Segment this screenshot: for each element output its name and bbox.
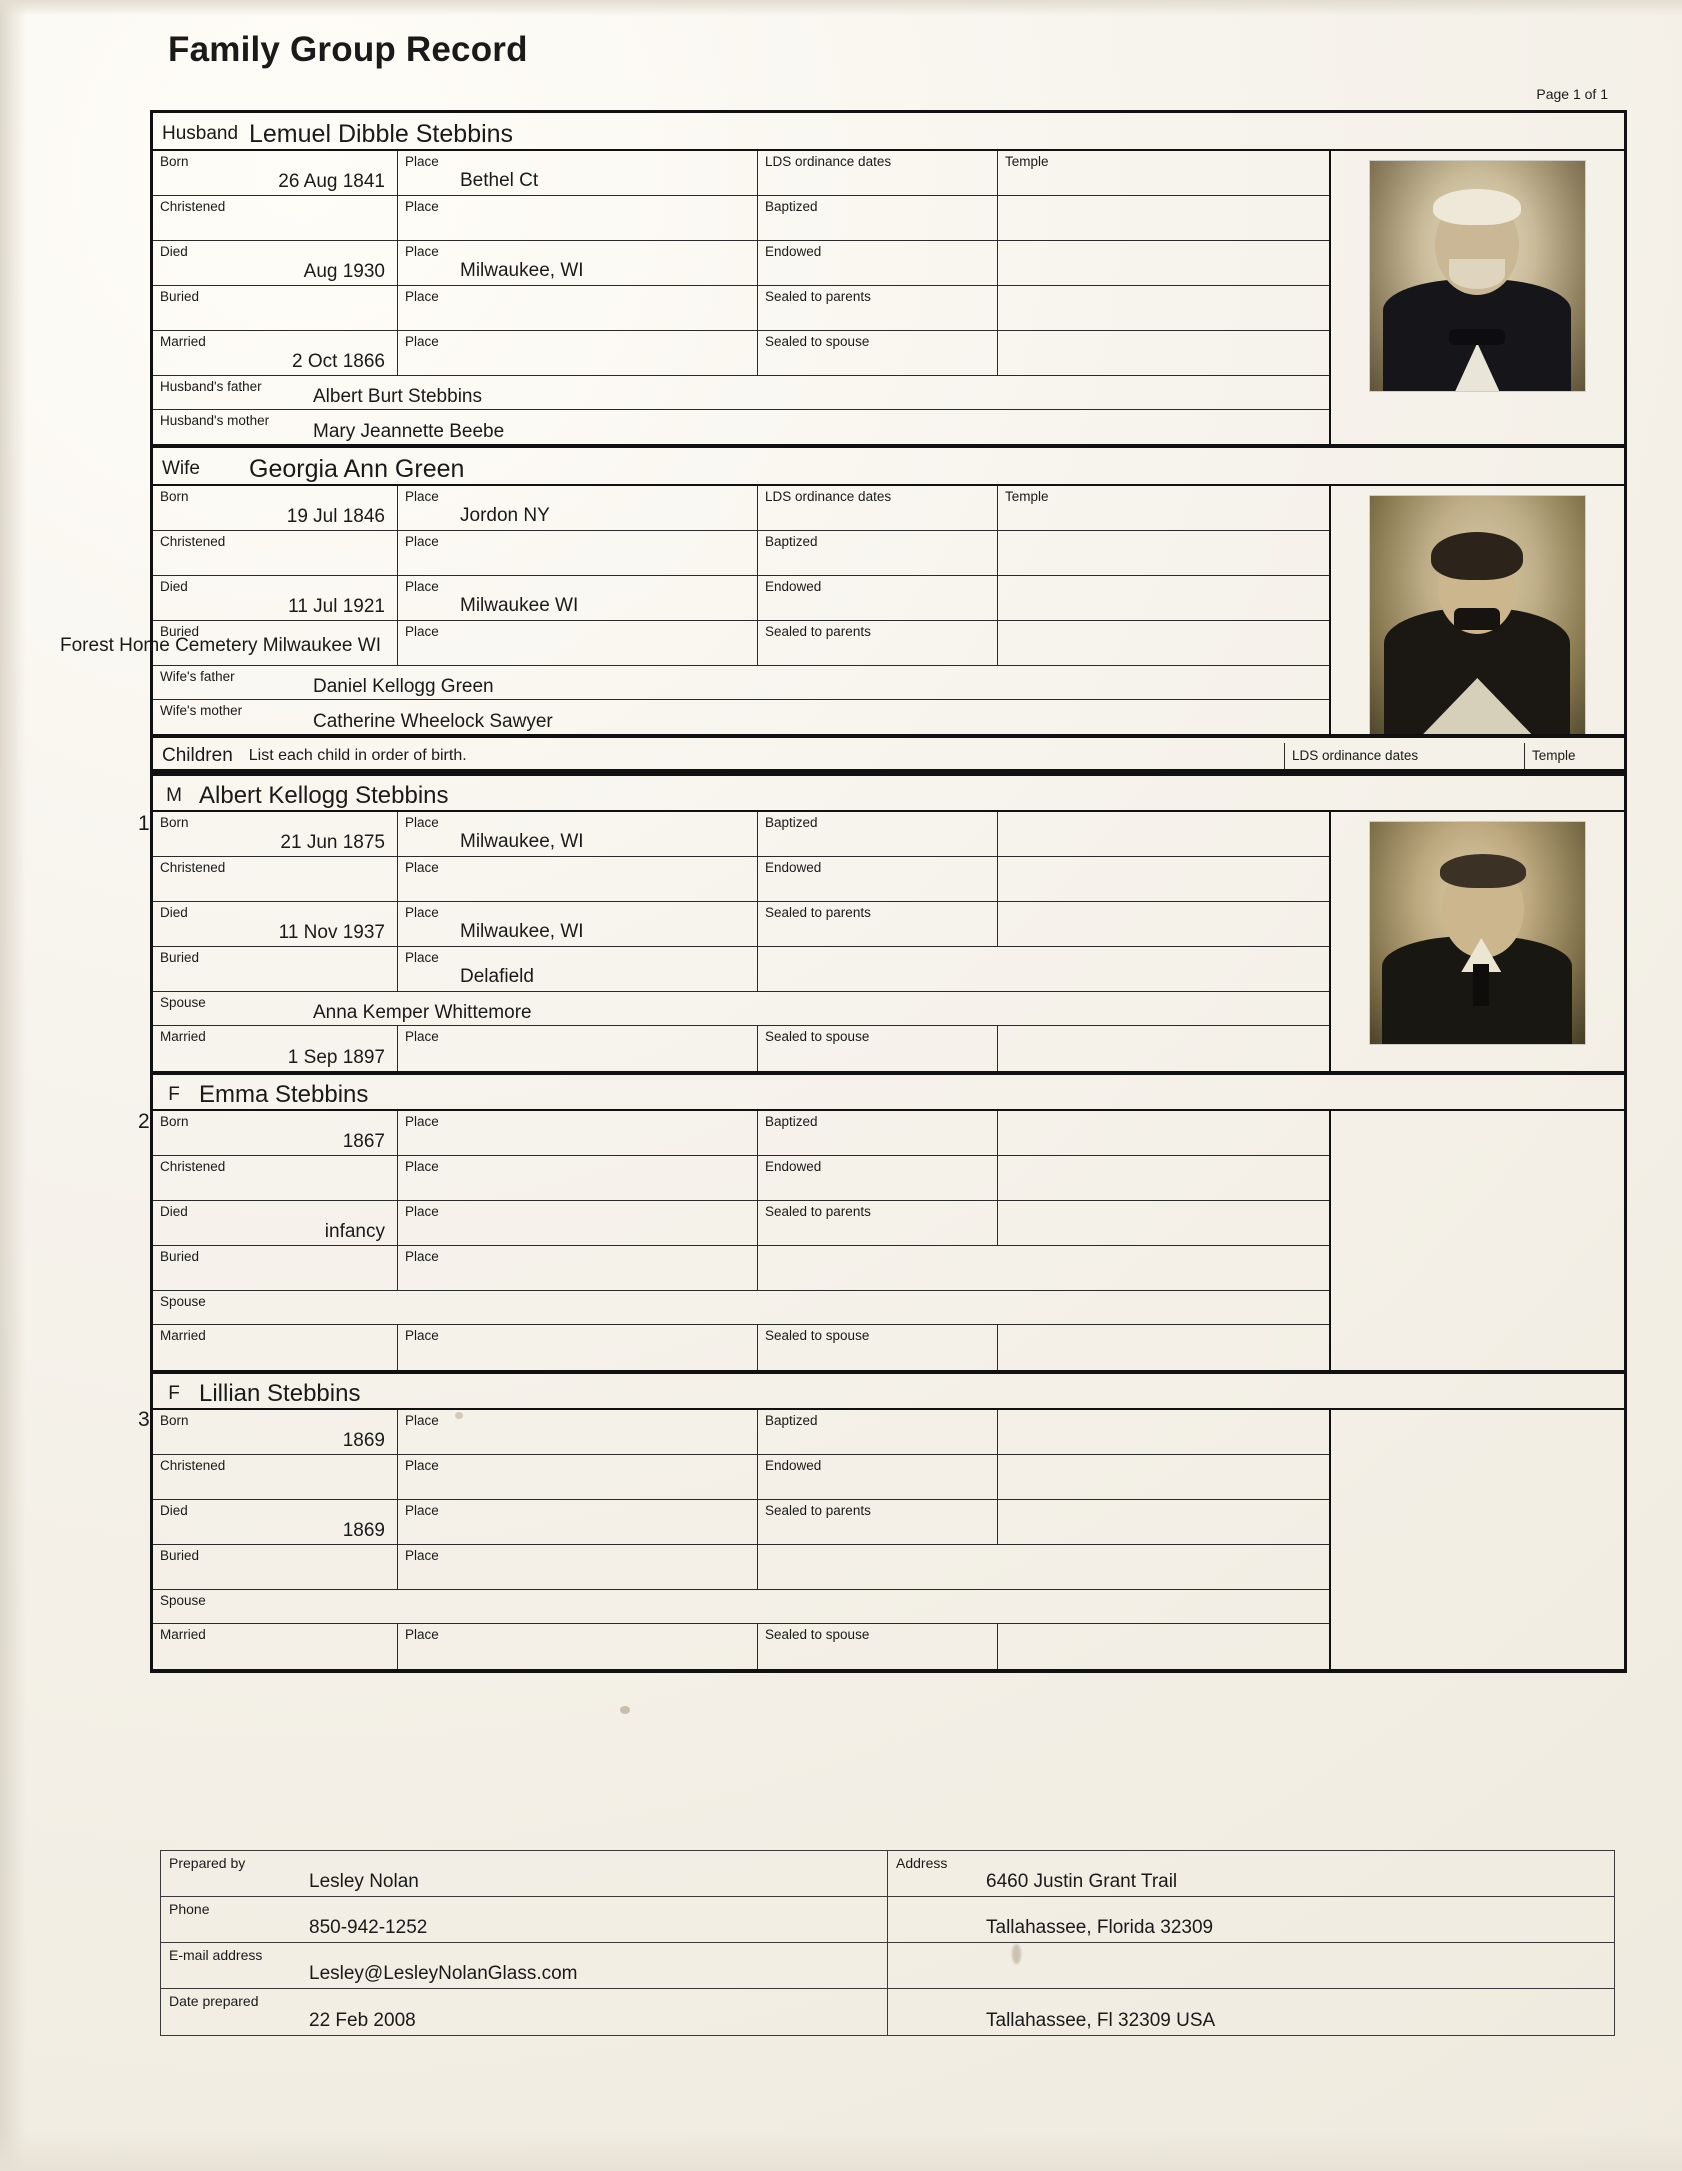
born-label: Born [160, 815, 189, 830]
child-1-buried-cell [153, 947, 398, 991]
buried-label: Buried [160, 1548, 200, 1563]
child-1-sealed-parents-cell [758, 902, 998, 946]
endowed-label: Endowed [765, 860, 822, 875]
date-prepared-value: 22 Feb 2008 [309, 2010, 416, 2031]
scan-edge-bottom [0, 2131, 1682, 2171]
wife-died-place-cell [398, 576, 758, 620]
child-2-married-row [153, 1325, 1329, 1370]
endowed-label: Endowed [765, 579, 822, 594]
died-label: Died [160, 579, 188, 594]
temple-label: Temple [1005, 154, 1049, 169]
child-3-photo-col [1331, 1410, 1624, 1669]
wife-portrait-photo [1370, 496, 1585, 734]
scan-edge-left [0, 0, 26, 2171]
wifes-father-label: Wife's father [160, 669, 235, 684]
child-1-sealed-spouse-cell [758, 1026, 998, 1071]
child-2-sealed-parents-temple-cell [998, 1201, 1098, 1245]
wife-born-place: Jordon NY [460, 505, 550, 526]
child-2-name: Emma Stebbins [199, 1081, 369, 1108]
child-3-christened-cell [153, 1455, 398, 1499]
born-label: Born [160, 154, 189, 169]
husband-married-row [153, 331, 1329, 376]
place-label: Place [405, 1029, 439, 1044]
husband-endowed-cell [758, 241, 998, 285]
wife-born-place-cell [398, 486, 758, 530]
child-2-header [153, 1075, 1624, 1111]
husband-married-place-cell [398, 331, 758, 375]
child-2-buried-cell [153, 1246, 398, 1290]
child-2-baptized-cell [758, 1111, 998, 1155]
child-1-spouse-row [153, 992, 1329, 1026]
child-3-sex: F [168, 1383, 180, 1404]
wife-christened-row [153, 531, 1329, 576]
child-3-married-place-cell [398, 1624, 758, 1669]
place-label: Place [405, 1204, 439, 1219]
wife-photo-col [1331, 486, 1624, 734]
child-3-sealed-parents-temple-cell [998, 1500, 1098, 1544]
husband-photo-col [1331, 151, 1624, 444]
child-1-buried-lds-cell [758, 947, 998, 991]
buried-label: Buried [160, 950, 200, 965]
child-3-sealed-parents-cell [758, 1500, 998, 1544]
child-1-photo-col [1331, 812, 1624, 1071]
husband-born-row [153, 151, 1329, 196]
place-label: Place [405, 1114, 439, 1129]
date-prepared-label: Date prepared [169, 1993, 259, 2009]
place-label: Place [405, 1249, 439, 1264]
child-1-baptized-cell [758, 812, 998, 856]
husband-sealed-parents-cell [758, 286, 998, 330]
place-label: Place [405, 860, 439, 875]
christened-label: Christened [160, 1458, 226, 1473]
wifes-mother-label: Wife's mother [160, 703, 243, 718]
child-2-buried-row [153, 1246, 1329, 1291]
address-line-2: Tallahassee, Florida 32309 [986, 1917, 1214, 1938]
wife-mother-row [153, 700, 1329, 734]
child-2-sealed-parents-cell [758, 1201, 998, 1245]
child-1-married-place-cell [398, 1026, 758, 1071]
prepared-by-value: Lesley Nolan [309, 1871, 419, 1892]
wife-temple-header-cell [998, 486, 1098, 530]
husband-portrait-photo [1370, 161, 1585, 391]
sealed-to-parents-label: Sealed to parents [765, 289, 871, 304]
husband-father-name: Albert Burt Stebbins [313, 386, 482, 407]
place-label: Place [405, 244, 439, 259]
address-row-1 [888, 1851, 1614, 1897]
child-3-sealed-spouse-temple-cell [998, 1624, 1098, 1669]
husband-baptized-temple-cell [998, 196, 1098, 240]
baptized-label: Baptized [765, 815, 818, 830]
family-group-form [150, 110, 1627, 1673]
spouse-label: Spouse [160, 995, 206, 1010]
baptized-label: Baptized [765, 534, 818, 549]
child-3-born-cell [153, 1410, 398, 1454]
phone-value: 850-942-1252 [309, 1917, 428, 1938]
sealed-to-parents-label: Sealed to parents [765, 905, 871, 920]
child-3-christened-place-cell [398, 1455, 758, 1499]
child-1-died-row [153, 902, 1329, 947]
wife-buried-place-cell [398, 621, 758, 665]
child-3-died-place-cell [398, 1500, 758, 1544]
husband-born-place: Bethel Ct [460, 170, 539, 191]
child-3-index: 3 [138, 1408, 150, 1431]
wife-baptized-temple-cell [998, 531, 1098, 575]
wife-mother-name: Catherine Wheelock Sawyer [313, 711, 553, 732]
child-1-born-date: 21 Jun 1875 [280, 832, 385, 853]
child-3-spouse-row [153, 1590, 1329, 1624]
born-label: Born [160, 489, 189, 504]
scan-edge-top [0, 0, 1682, 16]
child-1-married-date: 1 Sep 1897 [287, 1047, 385, 1068]
child-1-christened-place-cell [398, 857, 758, 901]
place-label: Place [405, 624, 439, 639]
child-2-born-cell [153, 1111, 398, 1155]
child-2-photo-col [1331, 1111, 1624, 1370]
address-line-4: Tallahassee, Fl 32309 USA [986, 2010, 1216, 2031]
husband-temple-header-cell [998, 151, 1098, 195]
place-label: Place [405, 1503, 439, 1518]
child-1-header [153, 776, 1624, 812]
married-label: Married [160, 1029, 206, 1044]
address-row-4 [888, 1989, 1614, 2035]
wife-father-row [153, 666, 1329, 700]
place-label: Place [405, 905, 439, 920]
buried-label: Buried [160, 1249, 200, 1264]
children-lds-header: LDS ordinance dates [1284, 743, 1524, 769]
child-3-baptized-temple-cell [998, 1410, 1098, 1454]
child-1-sealed-parents-temple-cell [998, 902, 1098, 946]
email-value: Lesley@LesleyNolanGlass.com [309, 1963, 578, 1984]
husbands-father-label: Husband's father [160, 379, 262, 394]
baptized-label: Baptized [765, 199, 818, 214]
endowed-label: Endowed [765, 244, 822, 259]
child-1-died-cell [153, 902, 398, 946]
sealed-to-parents-label: Sealed to parents [765, 624, 871, 639]
married-label: Married [160, 1627, 206, 1642]
child-1-buried-place-cell [398, 947, 758, 991]
wife-father-name: Daniel Kellogg Green [313, 676, 494, 697]
wife-baptized-cell [758, 531, 998, 575]
wife-born-date: 19 Jul 1846 [286, 506, 385, 527]
husband-died-cell [153, 241, 398, 285]
child-3-died-cell [153, 1500, 398, 1544]
child-2-married-cell [153, 1325, 398, 1370]
date-prepared-row [161, 1989, 887, 2035]
buried-label: Buried [160, 624, 200, 639]
phone-label: Phone [169, 1901, 210, 1917]
child-1-spouse-name: Anna Kemper Whittemore [313, 1002, 532, 1023]
child-3-married-cell [153, 1624, 398, 1669]
child-2-died-date: infancy [324, 1221, 385, 1242]
place-label: Place [405, 1548, 439, 1563]
child-3-buried-place-cell [398, 1545, 758, 1589]
child-2-sealed-spouse-cell [758, 1325, 998, 1370]
place-label: Place [405, 199, 439, 214]
child-3-married-row [153, 1624, 1329, 1669]
christened-label: Christened [160, 1159, 226, 1174]
husband-lds-header-cell [758, 151, 998, 195]
husband-born-place-cell [398, 151, 758, 195]
married-label: Married [160, 1328, 206, 1343]
page-title: Family Group Record [168, 30, 528, 69]
child-1-died-place-cell [398, 902, 758, 946]
child-1-born-cell [153, 812, 398, 856]
wife-role-label: Wife [162, 458, 200, 479]
child-3-header [153, 1374, 1624, 1410]
address-label: Address [896, 1855, 948, 1871]
husband-christened-row [153, 196, 1329, 241]
husband-father-row [153, 376, 1329, 410]
scan-artifact [620, 1706, 630, 1714]
husband-baptized-cell [758, 196, 998, 240]
child-3-body [153, 1410, 1624, 1669]
child-3-born-row [153, 1410, 1329, 1455]
place-label: Place [405, 154, 439, 169]
sealed-to-spouse-label: Sealed to spouse [765, 1627, 870, 1642]
child-1-died-place: Milwaukee, WI [460, 921, 584, 942]
child-2-christened-place-cell [398, 1156, 758, 1200]
prepared-by-label: Prepared by [169, 1855, 246, 1871]
husband-mother-name: Mary Jeannette Beebe [313, 421, 505, 442]
wife-endowed-temple-cell [998, 576, 1098, 620]
place-label: Place [405, 1458, 439, 1473]
phone-row [161, 1897, 887, 1943]
christened-label: Christened [160, 199, 226, 214]
wife-christened-place-cell [398, 531, 758, 575]
child-1-portrait-photo [1370, 822, 1585, 1044]
wife-born-row [153, 486, 1329, 531]
child-1-buried-place: Delafield [460, 966, 534, 987]
place-label: Place [405, 534, 439, 549]
child-2-died-cell [153, 1201, 398, 1245]
children-temple-header: Temple [1524, 743, 1624, 769]
husband-endowed-temple-cell [998, 241, 1098, 285]
footer-address-col [888, 1851, 1614, 2035]
wife-name: Georgia Ann Green [249, 455, 465, 483]
husband-married-date: 2 Oct 1866 [292, 351, 385, 372]
child-2-died-place-cell [398, 1201, 758, 1245]
born-label: Born [160, 1413, 189, 1428]
husband-sealed-spouse-temple-cell [998, 331, 1098, 375]
husband-died-date: Aug 1930 [303, 261, 385, 282]
child-2-born-date: 1867 [342, 1131, 385, 1152]
place-label: Place [405, 1328, 439, 1343]
footer-block [160, 1850, 1615, 2036]
husband-born-cell [153, 151, 398, 195]
child-3-died-date: 1869 [342, 1520, 385, 1541]
wife-christened-cell [153, 531, 398, 575]
children-hint: List each child in order of birth. [248, 747, 467, 764]
email-row [161, 1943, 887, 1989]
died-label: Died [160, 1204, 188, 1219]
lds-header-label: LDS ordinance dates [765, 154, 892, 169]
child-2-buried-lds-cell [758, 1246, 998, 1290]
child-2-index: 2 [138, 1110, 150, 1133]
husband-born-date: 26 Aug 1841 [278, 171, 385, 192]
child-2-born-place-cell [398, 1111, 758, 1155]
child-1-buried-row [153, 947, 1329, 992]
child-2-body [153, 1111, 1624, 1370]
husband-died-place-cell [398, 241, 758, 285]
wife-buried-date: Forest Home Cemetery Milwaukee WI [60, 635, 381, 656]
child-3-endowed-temple-cell [998, 1455, 1098, 1499]
child-2-married-place-cell [398, 1325, 758, 1370]
husband-role-label: Husband [162, 123, 239, 144]
died-label: Died [160, 244, 188, 259]
address-line-1: 6460 Justin Grant Trail [986, 1871, 1178, 1892]
wife-sealed-parents-cell [758, 621, 998, 665]
child-1-born-place-cell [398, 812, 758, 856]
children-label: Children [162, 745, 233, 766]
wife-died-date: 11 Jul 1921 [288, 596, 385, 617]
husband-buried-row [153, 286, 1329, 331]
child-1-born-place: Milwaukee, WI [460, 831, 584, 852]
email-label: E-mail address [169, 1947, 263, 1963]
place-label: Place [405, 289, 439, 304]
wife-endowed-cell [758, 576, 998, 620]
prepared-by-row [161, 1851, 887, 1897]
spouse-label: Spouse [160, 1593, 206, 1608]
child-2-died-row [153, 1201, 1329, 1246]
husband-married-cell [153, 331, 398, 375]
child-3-christened-row [153, 1455, 1329, 1500]
address-row-2 [888, 1897, 1614, 1943]
wife-born-cell [153, 486, 398, 530]
child-2-endowed-temple-cell [998, 1156, 1098, 1200]
child-1-body [153, 812, 1624, 1071]
child-3-died-row [153, 1500, 1329, 1545]
child-2-christened-row [153, 1156, 1329, 1201]
baptized-label: Baptized [765, 1413, 818, 1428]
sealed-to-parents-label: Sealed to parents [765, 1204, 871, 1219]
endowed-label: Endowed [765, 1458, 822, 1473]
died-label: Died [160, 1503, 188, 1518]
husbands-mother-label: Husband's mother [160, 413, 270, 428]
wife-died-place: Milwaukee WI [460, 595, 579, 616]
child-1-christened-cell [153, 857, 398, 901]
child-1-endowed-cell [758, 857, 998, 901]
place-label: Place [405, 815, 439, 830]
child-1-died-date: 11 Nov 1937 [278, 922, 385, 943]
child-3-endowed-cell [758, 1455, 998, 1499]
christened-label: Christened [160, 534, 226, 549]
sealed-to-spouse-label: Sealed to spouse [765, 334, 870, 349]
husband-christened-cell [153, 196, 398, 240]
child-1-index: 1 [138, 812, 150, 835]
child-2-endowed-cell [758, 1156, 998, 1200]
wife-died-cell [153, 576, 398, 620]
child-1-baptized-temple-cell [998, 812, 1098, 856]
address-row-3 [888, 1943, 1614, 1989]
christened-label: Christened [160, 860, 226, 875]
husband-sealed-parents-temple-cell [998, 286, 1098, 330]
married-label: Married [160, 334, 206, 349]
husband-buried-cell [153, 286, 398, 330]
child-2-born-row [153, 1111, 1329, 1156]
child-3-buried-row [153, 1545, 1329, 1590]
husband-mother-row [153, 410, 1329, 444]
child-3-buried-lds-cell [758, 1545, 998, 1589]
child-2-sex: F [168, 1084, 180, 1105]
children-header [153, 738, 1624, 772]
buried-label: Buried [160, 289, 200, 304]
child-2-sealed-spouse-temple-cell [998, 1325, 1098, 1370]
lds-header-label: LDS ordinance dates [765, 489, 892, 504]
husband-header [153, 113, 1624, 151]
place-label: Place [405, 1627, 439, 1642]
child-3-name: Lillian Stebbins [199, 1380, 361, 1407]
spouse-label: Spouse [160, 1294, 206, 1309]
wife-died-row [153, 576, 1329, 621]
wife-sealed-parents-temple-cell [998, 621, 1098, 665]
child-1-endowed-temple-cell [998, 857, 1098, 901]
wife-header [153, 448, 1624, 486]
child-1-name: Albert Kellogg Stebbins [199, 782, 449, 809]
place-label: Place [405, 950, 439, 965]
child-1-christened-row [153, 857, 1329, 902]
husband-died-row [153, 241, 1329, 286]
child-3-baptized-cell [758, 1410, 998, 1454]
baptized-label: Baptized [765, 1114, 818, 1129]
footer-preparer-col [161, 1851, 888, 2035]
husband-died-place: Milwaukee, WI [460, 260, 584, 281]
place-label: Place [405, 1413, 439, 1428]
child-2-spouse-row [153, 1291, 1329, 1325]
child-1-sealed-spouse-temple-cell [998, 1026, 1098, 1071]
place-label: Place [405, 334, 439, 349]
child-1-sex: M [166, 785, 182, 806]
child-2-buried-place-cell [398, 1246, 758, 1290]
husband-sealed-spouse-cell [758, 331, 998, 375]
husband-name: Lemuel Dibble Stebbins [249, 120, 514, 148]
endowed-label: Endowed [765, 1159, 822, 1174]
child-3-sealed-spouse-cell [758, 1624, 998, 1669]
husband-buried-place-cell [398, 286, 758, 330]
sealed-to-spouse-label: Sealed to spouse [765, 1029, 870, 1044]
page-number: Page 1 of 1 [1536, 86, 1608, 102]
child-2-baptized-temple-cell [998, 1111, 1098, 1155]
sealed-to-spouse-label: Sealed to spouse [765, 1328, 870, 1343]
sealed-to-parents-label: Sealed to parents [765, 1503, 871, 1518]
temple-label: Temple [1005, 489, 1049, 504]
died-label: Died [160, 905, 188, 920]
child-1-married-row [153, 1026, 1329, 1071]
child-2-christened-cell [153, 1156, 398, 1200]
child-3-born-date: 1869 [342, 1430, 385, 1451]
place-label: Place [405, 1159, 439, 1174]
husband-christened-place-cell [398, 196, 758, 240]
born-label: Born [160, 1114, 189, 1129]
wife-body [153, 486, 1624, 734]
child-3-buried-cell [153, 1545, 398, 1589]
child-3-born-place-cell [398, 1410, 758, 1454]
place-label: Place [405, 579, 439, 594]
wife-lds-header-cell [758, 486, 998, 530]
place-label: Place [405, 489, 439, 504]
husband-body [153, 151, 1624, 444]
child-1-born-row [153, 812, 1329, 857]
child-1-married-cell [153, 1026, 398, 1071]
